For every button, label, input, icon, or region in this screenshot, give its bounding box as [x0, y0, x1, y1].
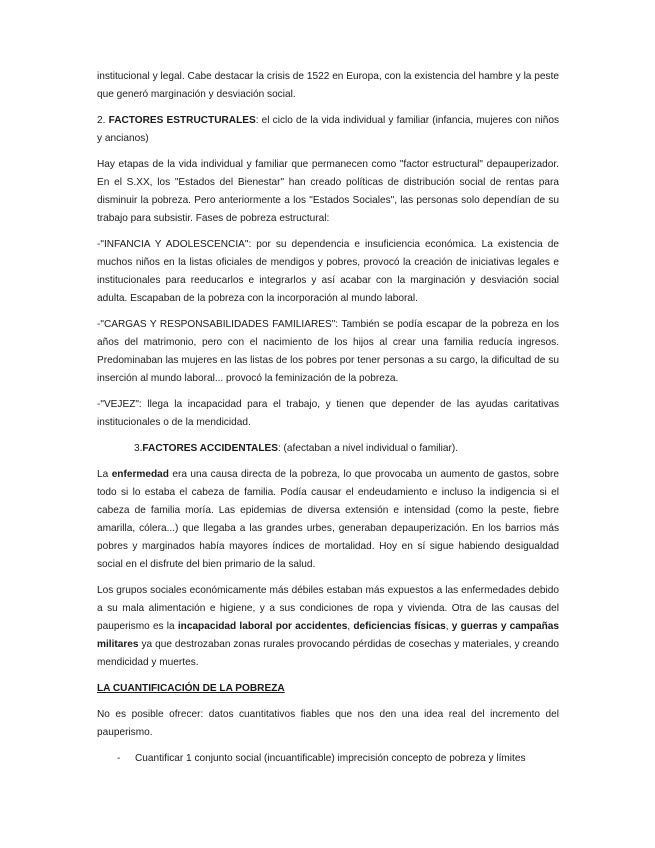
paragraph-vejez: -"VEJEZ": llega la incapacidad para el trabajo, y tienen que depender de las ayudas caritativas institucionales o de la mendicidad.	[97, 399, 559, 428]
section-2-description: : el ciclo de la vida individual y familiar (infancia, mujeres con niños y ancianos)	[97, 115, 560, 144]
section-2-heading	[97, 112, 559, 148]
text-run: ,	[347, 621, 354, 632]
paragraph-grupos-sociales	[97, 582, 559, 672]
bold-term-deficiencias: deficiencias físicas	[353, 621, 446, 632]
section-3-description: : (afectaban a nivel individual o familiar).	[277, 443, 459, 454]
text-run: era una causa directa de la pobreza, lo que provocaba un aumento de gastos, sobre todo si lo estaba el cabeza de familia. Podía causar el endeudamiento e incluso la indigencia si el cabeza de familia moría. Las epidemias de diversa extensión e intensidad (como la peste, fiebre amarilla, cólera...) que llegaba a las grandes urbes, generaban depauperización. En los barrios más pobres y marginados había mayores índices de mortalidad. Hoy en sí sigue habiendo desigualdad social en el disfrute del bien primario de la salud.	[97, 469, 559, 570]
bold-term-incapacidad: incapacidad laboral por accidentes	[177, 621, 348, 632]
list-item	[97, 750, 559, 768]
section-2-title: FACTORES ESTRUCTURALES	[108, 115, 256, 126]
text-run: ,	[445, 621, 452, 632]
section-3-title: FACTORES ACCIDENTALES	[142, 443, 278, 454]
bullet-dash: -	[117, 753, 121, 764]
section-2-number: 2.	[97, 115, 109, 126]
text-run: Los grupos sociales económicamente más débiles estaban más expuestos a las enfermedades debido a su mala alimentación e higiene, y a sus condiciones de ropa y vivienda. Otra de las causas del pauperismo es la	[97, 585, 559, 632]
paragraph-crisis: institucional y legal. Cabe destacar la crisis de 1522 en Europa, con la existencia del hambre y la peste que generó marginación y desviación social.	[97, 71, 559, 100]
paragraph-datos: No es posible ofrecer: datos cuantitativos fiables que nos den una idea real del incremento del pauperismo.	[97, 709, 559, 738]
paragraph-infancia: -"INFANCIA Y ADOLESCENCIA": por su dependencia e insuficiencia económica. La existencia de muchos niños en la listas oficiales de mendigos y pobres, provocó la creación de iniciativas legales e institucionales para reeducarlos e integrarlos y así acabar con la marginación y desviación social adulta. Escapaban de la pobreza con la incorporación al mundo laboral.	[97, 239, 559, 304]
heading-cuantificacion: LA CUANTIFICACIÓN DE LA POBREZA	[97, 683, 285, 694]
text-run: ya que destrozaban zonas rurales provocando pérdidas de cosechas y materiales, y creando mendicidad y muertes.	[97, 639, 559, 668]
text-run: La	[97, 469, 112, 480]
bold-term-guerras: y guerras y campañas militares	[97, 621, 560, 650]
paragraph-cargas: -"CARGAS Y RESPONSABILIDADES FAMILIARES": También se podía escapar de la pobreza en los años del matrimonio, pero con el nacimiento de los hijos al crear una familia reducía ingresos. Predominaban las mujeres en las listas de los pobres por tener personas a su cargo, la dificultad de su inserción al mundo laboral... provocó la feminización de la pobreza.	[97, 319, 559, 384]
section-3-heading	[97, 440, 559, 458]
paragraph-estructural: Hay etapas de la vida individual y familiar que permanecen como "factor estructural" depauperizador. En el S.XX, los "Estados del Bienestar" han creado políticas de distribución social de rentas para disminuir la pobreza. Pero anteriormente a los "Estados Sociales", las personas solo dependían de su trabajo para subsistir. Fases de pobreza estructural:	[97, 159, 559, 224]
paragraph-enfermedad	[97, 466, 559, 574]
document-page	[97, 68, 559, 768]
bold-term-enfermedad: enfermedad	[111, 469, 169, 480]
section-3-number: 3.	[134, 443, 143, 454]
bullet-text: Cuantificar 1 conjunto social (incuantificable) imprecisión concepto de pobreza y límites	[135, 753, 526, 764]
